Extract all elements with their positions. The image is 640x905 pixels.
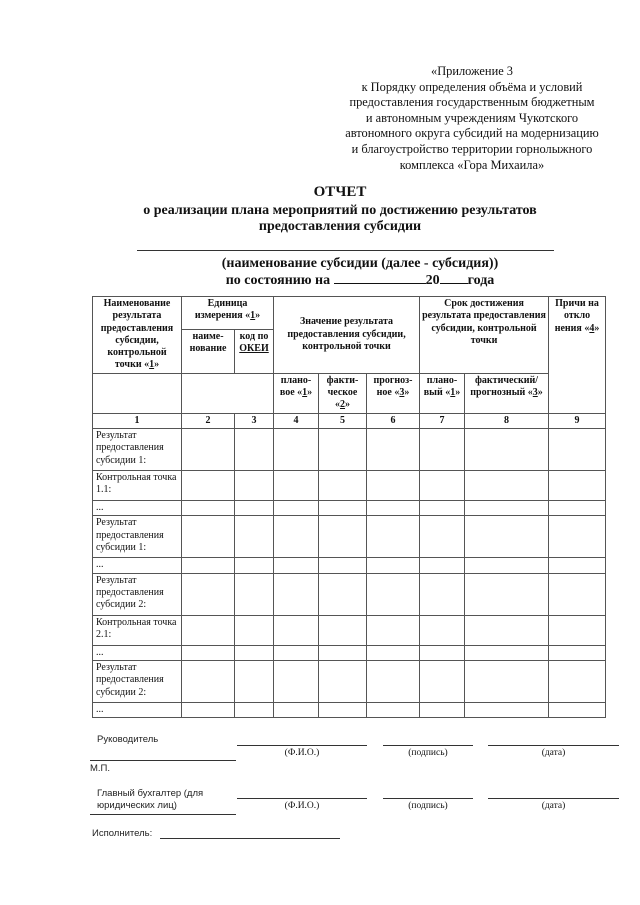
accountant-fio-line — [237, 798, 367, 799]
header-term-plan — [420, 373, 465, 413]
col-number: 5 — [319, 413, 367, 428]
col-number: 6 — [367, 413, 420, 428]
header-unit-name-text: наиме-нование — [189, 330, 227, 355]
header-value-fact-text: факти-ческое «2» — [326, 374, 359, 411]
year-suffix: года — [467, 273, 495, 288]
table-row — [93, 702, 606, 717]
row-label: Результат предоставления субсидии 1: — [93, 429, 182, 471]
table-row — [93, 516, 606, 558]
col-number: 8 — [465, 413, 549, 428]
accountant-label-line1: Главный бухгалтер (для — [97, 788, 204, 799]
appendix-line: к Порядку определения объёма и условий — [361, 79, 583, 94]
header-unit-code — [235, 329, 274, 373]
header-value-forecast — [367, 373, 420, 413]
header-unit-code-text: код по ОКЕИ — [239, 330, 269, 355]
accountant-date-caption: (дата) — [541, 801, 566, 811]
row-label: Контрольная точка 2.1: — [93, 615, 182, 645]
appendix-line: предоставления государственным бюджетным — [349, 95, 595, 110]
row-label: ... — [93, 702, 182, 717]
header-unit-group-text: Единица измерения «1» — [194, 298, 261, 322]
header-value-plan-text: плано-вое «1» — [279, 374, 313, 399]
row-label: Контрольная точка 1.1: — [93, 471, 182, 501]
accountant-label-line2: юридических лиц) — [97, 800, 177, 811]
accountant-sign-line — [383, 798, 473, 799]
report-date-line — [120, 273, 600, 289]
executor-line — [160, 838, 340, 839]
head-sign-caption: (подпись) — [408, 748, 448, 758]
header-blank-cell — [93, 373, 182, 413]
row-label: Результат предоставления субсидии 2: — [93, 660, 182, 702]
appendix-line: «Приложение 3 — [431, 64, 513, 78]
col-number: 3 — [235, 413, 274, 428]
col-number: 9 — [549, 413, 606, 428]
header-term-group-text: Срок достижения результата предоставления субсидии, контрольной точки — [422, 298, 546, 346]
head-fio-caption: (Ф.И.О.) — [284, 748, 320, 758]
appendix-note — [322, 64, 622, 173]
subsidy-name-line — [137, 250, 554, 251]
col-number: 4 — [274, 413, 319, 428]
head-date-caption: (дата) — [541, 748, 566, 758]
header-term-fact-text: фактический/ прогнозный «3» — [470, 374, 543, 399]
table-row — [93, 573, 606, 615]
table-row — [93, 615, 606, 645]
head-name-line — [90, 760, 236, 761]
header-unit-name — [182, 329, 235, 373]
accountant-fio-caption: (Ф.И.О.) — [284, 801, 320, 811]
header-unit-group — [182, 297, 274, 330]
row-label: ... — [93, 501, 182, 516]
year-blank — [440, 283, 468, 284]
year-prefix: 20 — [425, 273, 440, 288]
appendix-line: автономного округа субсидий на модернизацию — [345, 126, 599, 141]
header-value-plan — [274, 373, 319, 413]
header-value-group — [274, 297, 420, 374]
appendix-line: и благоустройство территории горнолыжного — [351, 141, 593, 156]
header-value-forecast-text: прогноз-ное «3» — [373, 374, 413, 399]
header-term-fact — [465, 373, 549, 413]
header-value-group-text: Значение результата предоставления субсидии, контрольной точки — [287, 316, 406, 353]
row-label: Результат предоставления субсидии 1: — [93, 516, 182, 558]
report-subtitle-line2: предоставления субсидии — [258, 219, 422, 234]
header-blank-cell — [182, 373, 274, 413]
executor-label: Исполнитель: — [92, 828, 153, 839]
head-fio-line — [237, 745, 367, 746]
table-row — [93, 660, 606, 702]
table-row — [93, 501, 606, 516]
head-sign-line — [383, 745, 473, 746]
subsidy-name-caption: (наименование субсидии (далее - субсидия)) — [221, 256, 499, 271]
header-result-name — [93, 297, 182, 374]
appendix-line: комплекса «Гора Михаила» — [399, 157, 545, 172]
stamp-label: М.П. — [90, 763, 111, 774]
date-blank — [334, 283, 426, 284]
report-subtitle-line1: о реализации плана мероприятий по достижению результатов — [143, 203, 537, 218]
accountant-date-line — [488, 798, 619, 799]
col-number: 2 — [182, 413, 235, 428]
table-row — [93, 558, 606, 573]
table-row — [93, 429, 606, 471]
report-table — [92, 296, 606, 718]
accountant-name-line — [90, 814, 236, 815]
appendix-line: и автономным учреждениям Чукотского — [365, 110, 579, 125]
row-label: Результат предоставления субсидии 2: — [93, 573, 182, 615]
header-reason-text: Причи на откло нения «4» — [554, 298, 600, 334]
header-result-name-text: Наименование результата предоставления субсидии, контрольной точки «1» — [100, 298, 174, 371]
header-reason — [549, 297, 606, 414]
head-label: Руководитель — [97, 734, 159, 745]
report-title: ОТЧЕТ — [313, 184, 367, 200]
row-label: ... — [93, 558, 182, 573]
col-number: 7 — [420, 413, 465, 428]
header-value-fact — [319, 373, 367, 413]
accountant-sign-caption: (подпись) — [408, 801, 448, 811]
table-row — [93, 645, 606, 660]
date-prefix: по состоянию на — [225, 273, 331, 288]
col-number: 1 — [93, 413, 182, 428]
head-date-line — [488, 745, 619, 746]
header-term-plan-text: плано-вый «1» — [423, 374, 461, 399]
row-label: ... — [93, 645, 182, 660]
header-term-group — [420, 297, 549, 374]
table-row — [93, 471, 606, 501]
